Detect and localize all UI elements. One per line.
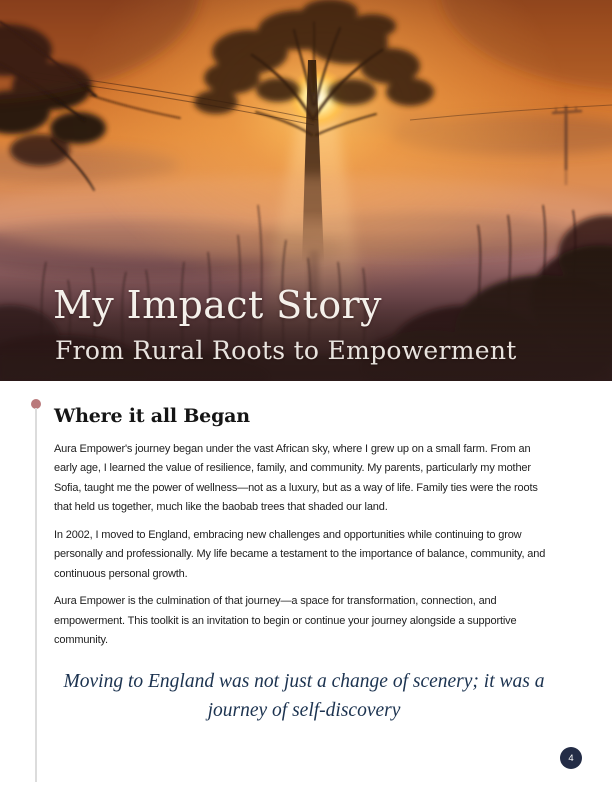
section-heading: Where it all Began [54, 405, 250, 427]
hero-image [0, 0, 612, 381]
body-paragraph: Aura Empower's journey began under the vast African sky, where I grew up on a small farm. From an early age, I learned the value of resilience, family, and community. My parents, particularly my mother Sofia, taught me the power of wellness—not as a luxury, but as a way of life. Family ties were the roots that held us together, much like the baobab trees that shaded our land. [54, 442, 538, 514]
body-paragraph: Aura Empower is the culmination of that journey—a space for transformation, connection, and empowerment. This toolkit is an invitation to begin or continue your journey alongside a supportive community. [54, 595, 517, 647]
page-subtitle: From Rural Roots to Empowerment [55, 336, 517, 365]
page-title: My Impact Story [53, 283, 382, 327]
content-area [54, 405, 554, 725]
page-number-badge: 4 [560, 747, 582, 769]
pull-quote: Moving to England was not just a change of scenery; it was a journey of self-discovery [63, 670, 545, 722]
timeline-line [35, 408, 37, 782]
body-paragraph: In 2002, I moved to England, embracing new challenges and opportunities while continuing to grow personally and professionally. My life became a testament to the importance of balance, community, and continuous personal growth. [54, 528, 546, 580]
